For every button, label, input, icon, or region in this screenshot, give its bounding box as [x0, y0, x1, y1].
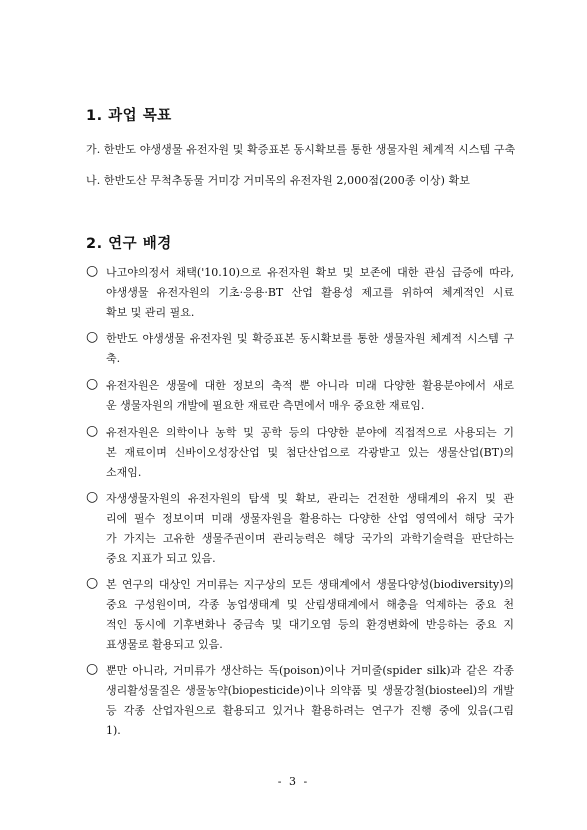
- bullet-text-line: 가 가지는 고유한 생물주권이며 관리능력은 해당 국가의 과학기술력을 판단하는: [106, 532, 514, 545]
- bullet-text-line: 소재임.: [106, 466, 142, 479]
- page-number: - 3 -: [277, 775, 310, 788]
- bullet-text-line: 중요 지표가 되고 있음.: [106, 552, 216, 565]
- bullet-circle-icon: ○: [86, 263, 99, 279]
- bullet-text-line: 자생생물자원의 유전자원의 탐색 및 확보, 관리는 건전한 생태계의 유지 및 관: [106, 492, 514, 505]
- bullet-text-line: 야생생물 유전자원의 기초·응용·BT 산업 활용성 제고를 위하여 체계적인 시료: [106, 286, 514, 299]
- bullet-text-line: 1).: [106, 724, 121, 737]
- bullet-circle-icon: ○: [86, 423, 99, 439]
- bullet-circle-icon: ○: [86, 329, 99, 345]
- bullet-text-line: 적인 동시에 기후변화나 중금속 및 대기오염 등의 환경변화에 반응하는 중요 지: [106, 618, 514, 631]
- bullet-text-line: 본 연구의 대상인 거미류는 지구상의 모든 생태계에서 생물다양성(biodiversity)의: [106, 578, 514, 591]
- bullet-text-line: 본 재료이며 신바이오성장산업 및 첨단산업으로 각광받고 있는 생물산업(BT)의: [106, 446, 514, 459]
- goal-item-b: 나. 한반도산 무척추동물 거미강 거미목의 유전자원 2,000점(200종 이상) 확보: [86, 174, 471, 187]
- bullet-text-line: 축.: [106, 352, 121, 365]
- bullet-text-line: 뿐만 아니라, 거미류가 생산하는 독(poison)이나 거미줄(spider silk)과 같은 각종: [106, 664, 514, 677]
- bullet-text-line: 생리활성물질은 생물농약(biopesticide)이나 의약품 및 생물강철(biosteel)의 개발: [106, 684, 514, 697]
- bullet-text-line: 한반도 야생생물 유전자원 및 확증표본 동시확보를 통한 생물자원 체계적 시스템 구: [106, 332, 514, 345]
- bullet-text-line: 확보 및 관리 필요.: [106, 306, 195, 319]
- section-1-heading: 1. 과업 목표: [86, 108, 172, 124]
- section-2-heading: 2. 연구 배경: [86, 236, 172, 252]
- bullet-circle-icon: ○: [86, 661, 99, 677]
- bullet-text-line: 표생물로 활용되고 있음.: [106, 638, 223, 651]
- bullet-text-line: 중요 구성원이며, 각종 농업생태계 및 산림생태계에서 해충을 억제하는 중요 천: [106, 598, 514, 611]
- bullet-circle-icon: ○: [86, 489, 99, 505]
- bullet-text-line: 리에 필수 정보이며 미래 생물자원을 활용하는 다양한 산업 영역에서 해당 국가: [106, 512, 514, 525]
- bullet-text-line: 등 각종 산업자원으로 활용되고 있거나 활용하려는 연구가 진행 중에 있음(그림: [106, 704, 514, 717]
- goal-item-a: 가. 한반도 야생생물 유전자원 및 확증표본 동시확보를 통한 생물자원 체계적 시스템 구축: [86, 143, 516, 156]
- bullet-circle-icon: ○: [86, 575, 99, 591]
- bullet-text-line: 유전자원은 의학이나 농학 및 공학 등의 다양한 분야에 직접적으로 사용되는 기: [106, 426, 514, 439]
- bullet-text-line: 나고야의정서 채택('10.10)으로 유전자원 확보 및 보존에 대한 관심 급증에 따라,: [106, 266, 514, 279]
- bullet-text-line: 유전자원은 생물에 대한 정보의 축적 뿐 아니라 미래 다양한 활용분야에서 새로: [106, 379, 514, 392]
- bullet-text-line: 운 생물자원의 개발에 필요한 재료란 측면에서 매우 중요한 재료임.: [106, 399, 425, 412]
- bullet-circle-icon: ○: [86, 376, 99, 392]
